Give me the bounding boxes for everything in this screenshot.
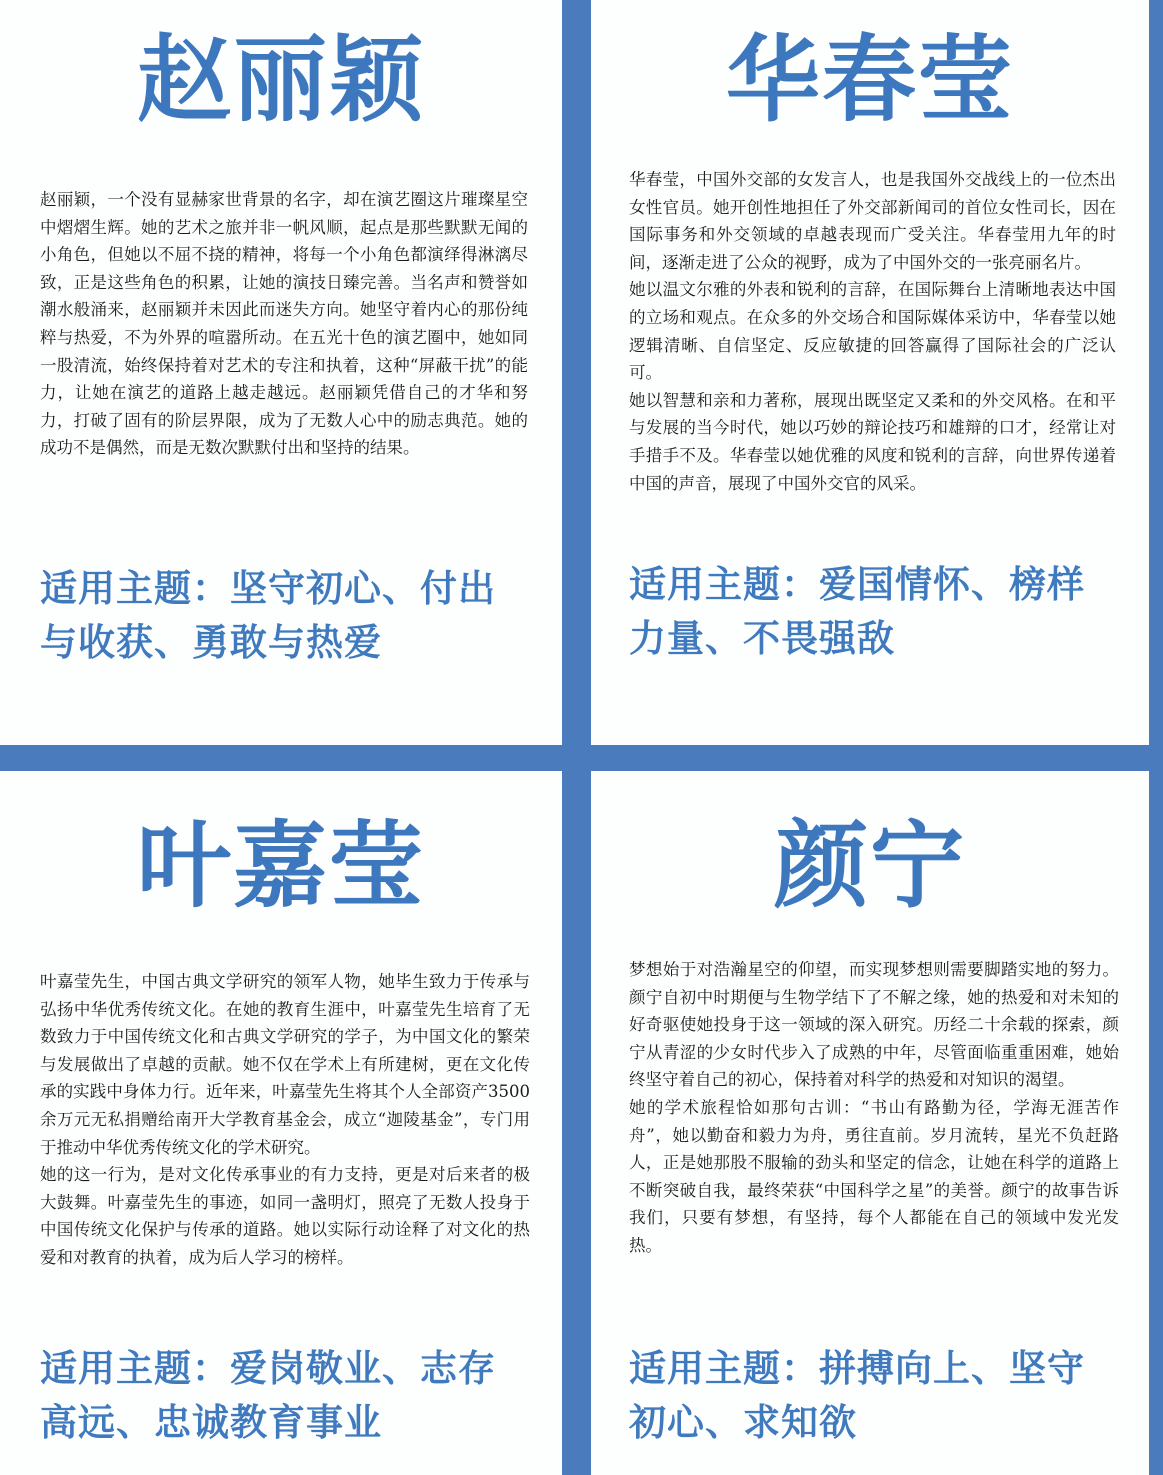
profile-card-hua-chunying	[591, 0, 1149, 745]
card-title: 叶嘉莹	[136, 811, 425, 921]
card-body	[40, 968, 530, 1272]
applicable-theme: 适用主题：爱岗敬业、志存高远、忠诚教育事业	[40, 1346, 496, 1444]
card-title: 赵丽颖	[136, 25, 425, 135]
card-body	[629, 166, 1116, 497]
profile-card-ye-jiaying	[0, 771, 562, 1475]
body-paragraph: 梦想始于对浩瀚星空的仰望，而实现梦想则需要脚踏实地的努力。颜宁自初中时期便与生物学结下了不解之缘，她的热爱和对未知的好奇驱使她投身于这一领域的深入研究。历经二十余载的探索，颜宁从青涩的少女时代步入了成熟的中年，尽管面临重重困难，她始终坚守着自己的初心，保持着对科学的热爱和对知识的渴望。	[629, 960, 1119, 1090]
body-paragraph: 赵丽颖，一个没有显赫家世背景的名字，却在演艺圈这片璀璨星空中熠熠生辉。她的艺术之旅并非一帆风顺，起点是那些默默无闻的小角色，但她以不屈不挠的精神，将每一个小角色都演绎得淋漓尽致，正是这些角色的积累，让她的演技日臻完善。当名声和赞誉如潮水般涌来，赵丽颖并未因此而迷失方向。她坚守着内心的那份纯粹与热爱，不为外界的喧嚣所动。在五光十色的演艺圈中，她如同一股清流，始终保持着对艺术的专注和执着，这种“屏蔽干扰”的能力，让她在演艺的道路上越走越远。赵丽颖凭借自己的才华和努力，打破了固有的阶层界限，成为了无数人心中的励志典范。她的成功不是偶然，而是无数次默默付出和坚持的结果。	[40, 190, 528, 458]
body-paragraph: 她以智慧和亲和力著称，展现出既坚定又柔和的外交风格。在和平与发展的当今时代，她以巧妙的辩论技巧和雄辩的口才，经常让对手措手不及。华春莹以她优雅的风度和锐利的言辞，向世界传递着中国的声音，展现了中国外交官的风采。	[629, 390, 1116, 493]
body-paragraph: 华春莹，中国外交部的女发言人，也是我国外交战线上的一位杰出女性官员。她开创性地担任了外交部新闻司的首位女性司长，因在国际事务和外交领域的卓越表现而广受关注。华春莹用九年的时间，逐渐走进了公众的视野，成为了中国外交的一张亮丽名片。	[629, 170, 1116, 272]
body-paragraph: 她的这一行为，是对文化传承事业的有力支持，更是对后来者的极大鼓舞。叶嘉莹先生的事迹，如同一盏明灯，照亮了无数人投身于中国传统文化保护与传承的道路。她以实际行动诠释了对文化的热爱和对教育的执着，成为后人学习的榜样。	[40, 1165, 530, 1267]
card-body	[40, 186, 528, 462]
profile-card-zhao-liying	[0, 0, 562, 745]
applicable-theme: 适用主题：坚守初心、付出与收获、勇敢与热爱	[40, 566, 496, 664]
card-body	[629, 956, 1119, 1260]
applicable-theme: 适用主题：拼搏向上、坚守初心、求知欲	[629, 1346, 1085, 1444]
body-paragraph: 她以温文尔雅的外表和锐利的言辞，在国际舞台上清晰地表达中国的立场和观点。在众多的外交场合和国际媒体采访中，华春莹以她逻辑清晰、自信坚定、反应敏捷的回答赢得了国际社会的广泛认可。	[629, 280, 1116, 383]
card-title: 颜宁	[773, 811, 966, 921]
applicable-theme: 适用主题：爱国情怀、榜样力量、不畏强敌	[629, 562, 1085, 660]
body-paragraph: 叶嘉莹先生，中国古典文学研究的领军人物，她毕生致力于传承与弘扬中华优秀传统文化。在她的教育生涯中，叶嘉莹先生培育了无数致力于中国传统文化和古典文学研究的学子，为中国文化的繁荣与发展做出了卓越的贡献。她不仅在学术上有所建树，更在文化传承的实践中身体力行。近年来，叶嘉莹先生将其个人全部资产3500余万元无私捐赠给南开大学教育基金会，成立“迦陵基金”，专门用于推动中华优秀传统文化的学术研究。	[40, 972, 530, 1157]
profile-card-yan-ning	[591, 771, 1149, 1475]
card-title: 华春莹	[725, 25, 1014, 135]
body-paragraph: 她的学术旅程恰如那句古训：“书山有路勤为径，学海无涯苦作舟”，她以勤奋和毅力为舟，勇往直前。岁月流转，星光不负赶路人，正是她那股不服输的劲头和坚定的信念，让她在科学的道路上不断突破自我，最终荣获“中国科学之星”的美誉。颜宁的故事告诉我们，只要有梦想，有坚持，每个人都能在自己的领域中发光发热。	[629, 1097, 1119, 1255]
